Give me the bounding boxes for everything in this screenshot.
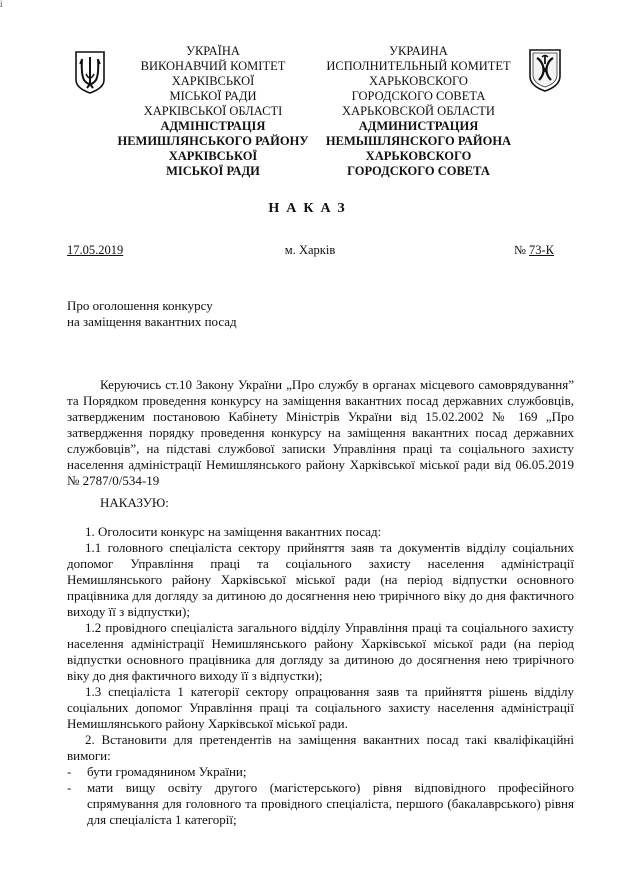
header-ukrainian-line-3: ХАРКІВСЬКОЇ	[171, 74, 255, 88]
order-items	[67, 524, 574, 828]
header-russian-line-2: ИСПОЛНИТЕЛЬНЫЙ КОМИТЕТ	[326, 59, 511, 73]
order-number-prefix: №	[513, 243, 529, 257]
order-date: 17.05.2019	[67, 243, 124, 257]
order-place: м. Харків	[284, 243, 336, 257]
header-ukrainian-line-5: ХАРКІВСЬКОЇ ОБЛАСТІ	[143, 104, 283, 118]
header-ukrainian-line-9: МІСЬКОЇ РАДИ	[166, 164, 260, 178]
subject-line-1: Про оголошення конкурсу	[67, 298, 213, 313]
item-1-1: 1.1 головного спеціаліста сектору прийняття заяв та документів відділу соціальних допомог Управління праці та соціального захисту населення адміністрації Немишлянського району Харківської міської ради (на період відпустки основного працівника для догляду за дитиною до досягнення нею трирічного віку до дня фактичного виходу її з відпустки);	[67, 540, 574, 619]
nakazuyu-heading: НАКАЗУЮ:	[100, 495, 169, 510]
header-russian-line-7: НЕМЫШЛЯНСКОГО РАЙОНА	[325, 134, 512, 148]
preamble-paragraph	[67, 377, 574, 489]
document-title: НАКАЗ	[268, 201, 352, 216]
requirement-2-dash: -	[67, 780, 72, 795]
item-1: 1. Оголосити конкурс на заміщення вакантних посад:	[85, 524, 382, 539]
header-russian-line-3: ХАРЬКОВСКОГО	[369, 74, 468, 88]
requirement-2	[67, 780, 574, 828]
requirement-1-text: бути громадянином України;	[87, 764, 247, 779]
header-ukrainian-line-6: АДМІНІСТРАЦІЯ	[160, 119, 266, 133]
order-number	[514, 243, 554, 258]
header-russian-line-9: ГОРОДСКОГО СОВЕТА	[347, 164, 490, 178]
subject-line-2: на заміщення вакантних посад	[67, 314, 237, 329]
header-ukrainian-line-1: УКРАЇНА	[186, 44, 240, 58]
item-1-3: 1.3 спеціаліста 1 категорії сектору опрацювання заяв та прийняття рішень відділу соціальних допомог Управління праці та соціального захисту населення адміністрації Немишлянського району Харківської міської ради.	[67, 684, 574, 731]
item-2: 2. Встановити для претендентів на заміщення вакантних посад такі кваліфікаційні вимоги:	[67, 732, 574, 763]
preamble-text: Керуючись ст.10 Закону України „Про службу в органах місцевого самоврядування” та Порядком проведення конкурсу на заміщення вакантних посад державних службовців, затвердженим постановою Кабінету Міністрів України від 15.02.2002 № 169 „Про затвердження порядку проведення конкурсу на заміщення вакантних посад державних службовців”, на підставі службової записки Управління праці та соціального захисту населення адміністрації Немишлянського району Харківської міської ради від 06.05.2019 № 2787/0/534-19	[67, 377, 574, 488]
header-ukrainian-line-7: НЕМИШЛЯНСЬКОГО РАЙОНУ	[117, 134, 309, 148]
requirement-1-dash: -	[67, 764, 72, 779]
header-russian-line-5: ХАРЬКОВСКОЙ ОБЛАСТИ	[342, 104, 495, 118]
header-ukrainian-line-4: МІСЬКОЇ РАДИ	[169, 89, 257, 103]
item-1-2: 1.2 провідного спеціаліста загального відділу Управління праці та соціального захисту населення адміністрації Немишлянського району Харківської міської ради (на період відпустки основного працівника для догляду за дитиною до досягнення нею трирічного віку до дня фактичного виходу її з відпустки);	[67, 620, 574, 683]
header-russian-line-6: АДМИНИСТРАЦИЯ	[358, 119, 479, 133]
order-subject	[67, 298, 237, 330]
requirement-1	[67, 764, 574, 780]
header-russian	[316, 44, 521, 179]
header-russian-line-4: ГОРОДСКОГО СОВЕТА	[351, 89, 486, 103]
requirement-2-text: мати вищу освіту другого (магістерського) рівня відповідного професійного спрямування для головного та провідного спеціаліста, першого (бакалаврського) рівня для спеціаліста 1 категорії;	[87, 780, 574, 827]
header-ukrainian-line-2: ВИКОНАВЧИЙ КОМІТЕТ	[140, 59, 286, 73]
trident-emblem-icon	[73, 50, 107, 94]
scan-edge-mark: і	[0, 0, 3, 9]
header-ukrainian-line-8: ХАРКІВСЬКОЇ	[168, 149, 258, 163]
city-emblem-icon	[527, 48, 563, 92]
header-ukrainian	[113, 44, 313, 179]
header-russian-line-8: ХАРЬКОВСКОГО	[365, 149, 472, 163]
header-russian-line-1: УКРАИНА	[389, 44, 448, 58]
order-number-value: 73-К	[529, 243, 554, 257]
